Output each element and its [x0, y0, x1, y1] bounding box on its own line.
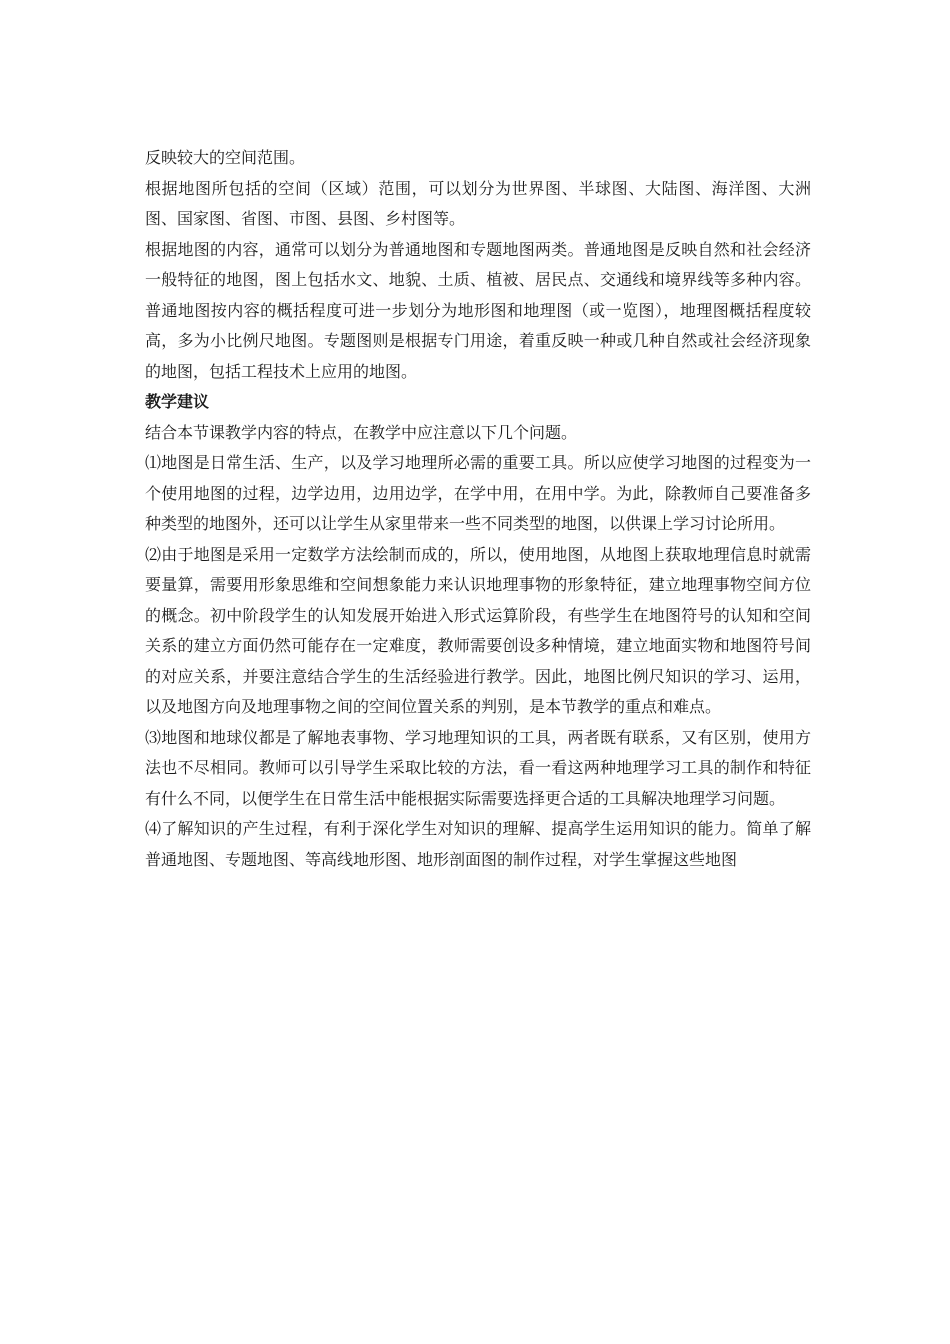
paragraph-point-2: ⑵由于地图是采用一定数学方法绘制而成的，所以，使用地图，从地图上获取地理信息时就需要量算，需要用形象思维和空间想象能力来认识地理事物的形象特征，建立地理事物空间方位的概念。初中阶段学生的认知发展开始进入形式运算阶段，有些学生在地图符号的认知和空间关系的建立方面仍然可能存在一定难度，教师需要创设多种情境，建立地面实物和地图符号间的对应关系，并要注意结合学生的生活经验进行教学。因此，地图比例尺知识的学习、运用，以及地图方向及地理事物之间的空间位置关系的判别，是本节教学的重点和难点。	[145, 544, 811, 716]
paragraph-point-3: ⑶地图和地球仪都是了解地表事物、学习地理知识的工具，两者既有联系，又有区别，使用方法也不尽相同。教师可以引导学生采取比较的方法，看一看这两种地理学习工具的制作和特征有什么不同，以便学生在日常生活中能根据实际需要选择更合适的工具解决地理学习问题。	[145, 727, 811, 808]
document-body	[145, 143, 811, 875]
paragraph-point-4: ⑷了解知识的产生过程，有利于深化学生对知识的理解、提高学生运用知识的能力。简单了解普通地图、专题地图、等高线地形图、地形剖面图的制作过程，对学生掌握这些地图	[145, 819, 811, 869]
paragraph-point-1: ⑴地图是日常生活、生产，以及学习地理所必需的重要工具。所以应使学习地图的过程变为一个使用地图的过程，边学边用，边用边学，在学中用，在用中学。为此，除教师自己要准备多种类型的地图外，还可以让学生从家里带来一些不同类型的地图，以供课上学习讨论所用。	[145, 453, 811, 533]
paragraph-map-content-classification: 根据地图的内容，通常可以划分为普通地图和专题地图两类。普通地图是反映自然和社会经济一般特征的地图，图上包括水文、地貌、土质、植被、居民点、交通线和境界线等多种内容。普通地图按内容的概括程度可进一步划分为地形图和地理图（或一览图），地理图概括程度较高，多为小比例尺地图。专题图则是根据专门用途，着重反映一种或几种自然或社会经济现象的地图，包括工程技术上应用的地图。	[145, 239, 811, 381]
paragraph-teaching-intro: 结合本节课教学内容的特点，在教学中应注意以下几个问题。	[145, 422, 578, 442]
paragraph-map-scope-end: 反映较大的空间范围。	[145, 148, 306, 167]
paragraph-map-range-classification: 根据地图所包括的空间（区域）范围，可以划分为世界图、半球图、大陆图、海洋图、大洲图、国家图、省图、市图、县图、乡村图等。	[145, 178, 811, 228]
section-heading-teaching-suggestions: 教学建议	[145, 392, 210, 411]
